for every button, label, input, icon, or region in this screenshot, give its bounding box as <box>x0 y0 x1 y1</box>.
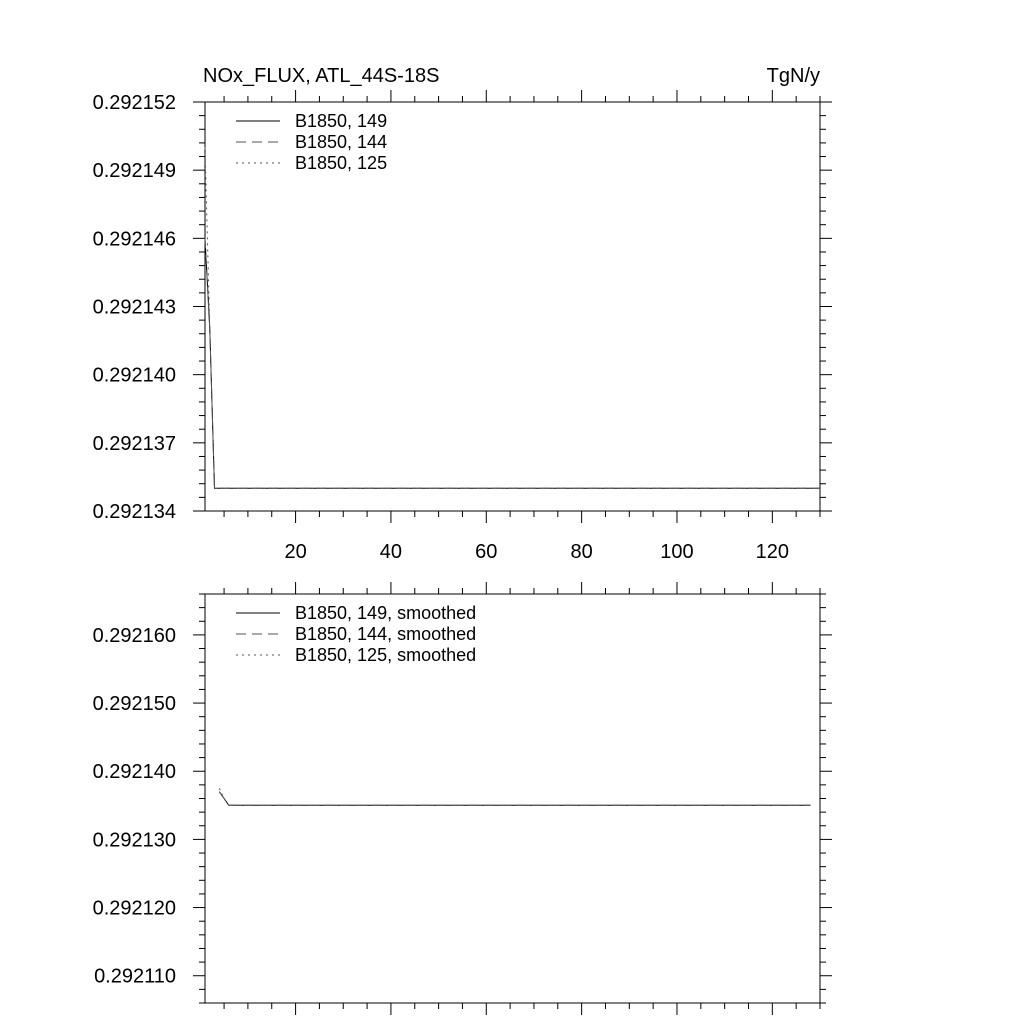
legend-label-1: B1850, 144, smoothed <box>295 624 477 644</box>
series-line-1 <box>219 792 810 806</box>
y-tick-label: 0.292134 <box>92 501 176 523</box>
y-tick-label: 0.292152 <box>92 92 176 114</box>
legend-label-0: B1850, 149, smoothed <box>295 603 477 623</box>
series-line-0 <box>205 238 820 488</box>
x-tick-label: 60 <box>475 541 498 563</box>
chart-title: NOx_FLUX, ATL_44S-18S <box>203 65 440 87</box>
y-tick-label: 0.292140 <box>92 364 176 387</box>
x-tick-label: 20 <box>284 541 307 563</box>
y-tick-label: 0.292110 <box>94 965 176 988</box>
y-tick-label: 0.292120 <box>92 897 176 920</box>
y-tick-label: 0.292137 <box>92 432 176 455</box>
y-tick-label: 0.292149 <box>92 160 176 183</box>
y-tick-label: 0.292140 <box>92 761 176 784</box>
x-tick-label: 40 <box>379 541 403 563</box>
legend-label-2: B1850, 125, smoothed <box>295 645 477 665</box>
legend-label-0: B1850, 149 <box>295 111 388 131</box>
y-tick-label: 0.292146 <box>92 228 176 251</box>
series-line-1 <box>205 238 820 488</box>
y-tick-label: 0.292160 <box>92 624 176 647</box>
top-panel <box>93 65 832 563</box>
legend-label-2: B1850, 125 <box>295 153 388 173</box>
series-line-2 <box>205 147 820 488</box>
x-tick-label: 80 <box>570 541 593 563</box>
series-line-0 <box>219 792 810 806</box>
series-line-2 <box>219 788 810 805</box>
bottom-panel <box>93 582 832 1015</box>
units-label: TgN/y <box>766 65 820 87</box>
y-tick-label: 0.292150 <box>92 693 176 716</box>
y-tick-label: 0.292130 <box>92 829 176 852</box>
legend-label-1: B1850, 144 <box>295 132 388 152</box>
x-tick-label: 100 <box>660 541 694 563</box>
y-tick-label: 0.292143 <box>92 296 176 319</box>
x-tick-label: 120 <box>755 541 790 563</box>
